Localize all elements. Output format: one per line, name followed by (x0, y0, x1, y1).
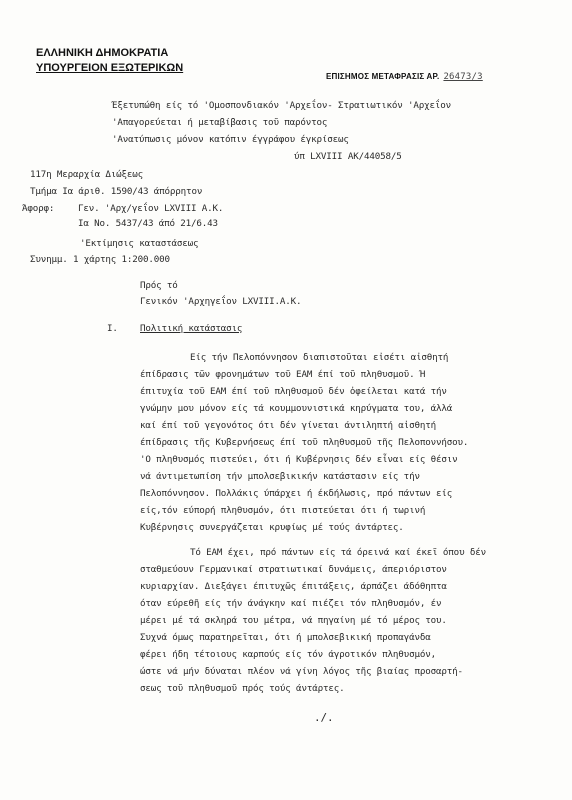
division-name: 117η Μεραρχία Διώξεως (30, 169, 144, 180)
subject-line: Γεν. 'Αρχ/γεΐον LXVIII Α.Κ. (78, 203, 224, 214)
body-line: ώστε νά μήν δύναται πλέον νά γίνη λόγος τῆς βιαίας προσαρτή- (140, 666, 463, 677)
archive-notice-line: 'Ανατύπωσις μόνον κατόπιν έγγράφου έγκρίσεως (112, 134, 349, 145)
archive-notice-line: Έξετυπώθη είς τό 'Ομοσπονδιακόν 'Αρχεΐον- Στρατιωτικόν 'Αρχεΐον (112, 100, 452, 111)
continuation-mark: ./. (314, 711, 334, 724)
body-line: νά άντιμετωπίση τήν μπολσεβικικήν κατάστασιν είς τήν (140, 471, 420, 482)
body-line: Είς τήν Πελοπόννησον διαπιστοῦται εἰσέτι αἰσθητή (190, 352, 449, 363)
body-line: έπίδρασις τῆς Κυβερνήσεως έπί τοῦ πληθυσμοῦ τῆς Πελοποννήσου. (140, 437, 469, 448)
recipient-name: Γενικόν 'Αρχηγεΐον LXVIII.Α.Κ. (140, 296, 302, 307)
body-line: σεως τοῦ πληθυσμοῦ πρός τούς άντάρτες. (140, 683, 345, 694)
body-line: Συχνά όμως παρατηρεῖται, ότι ή μπολσεβικική προπαγάνδα (140, 632, 431, 643)
attachment-line: Συνημμ. 1 χάρτης 1:200.000 (30, 254, 170, 265)
body-line: καί έπί τοῦ γεγονότος ότι δέν γίνεται άντιληπτή αἰσθητή (140, 420, 436, 431)
body-line: Τό ΕΑΜ έχει, πρό πάντων είς τά όρεινά καί έκεῖ όπου δέν (190, 547, 486, 558)
official-translation-label: ΕΠΙΣΗΜΟΣ ΜΕΤΑΦΡΑΣΙΣ ΑΡ. (326, 72, 440, 81)
archive-notice-line: 'Απαγορεύεται ή μεταβίβασις τοῦ παρόντος (112, 117, 328, 128)
body-line: είς,τόν εύπορή πληθυσμόν, ότι πιστεύεται ότι ή τωρινή (140, 505, 426, 516)
body-line: σταθμεύουν Γερμανικαί στρατιωτικαί δυνάμεις, άπεριόριστον (140, 564, 447, 575)
official-translation-stamp (326, 72, 483, 82)
body-line: Πελοπόννησον. Πολλάκις ύπάρχει ή έκδήλωσις, πρό πάντων είς (140, 488, 453, 499)
body-line: φέρει ήδη τέτοιους καρπούς είς τόν άγροτικόν πληθυσμόν, (140, 649, 436, 660)
body-line: Κυβέρνησις συνεργάζεται κρυφίως μέ τούς άντάρτες. (140, 522, 404, 533)
section-reference: Τμήμα Ια άριθ. 1590/43 άπόρρητον (30, 186, 203, 197)
subject-label: Άφορφ: (22, 203, 55, 214)
subject-title: 'Εκτίμησις καταστάσεως (80, 238, 199, 249)
letterhead-state: ΕΛΛΗΝΙΚΗ ΔΗΜΟΚΡΑΤΙΑ (36, 47, 169, 59)
section-number: Ι. (107, 323, 118, 334)
body-line: κυριαρχίαν. Διεξάγει έπιτυχῶς έπιτάξεις, άρπάζει άδόθηπτα (140, 581, 447, 592)
subject-line: Ια Νο. 5437/43 άπό 21/6.43 (78, 218, 218, 229)
body-line: έπιτυχία τοῦ ΕΑΜ έπί τοῦ πληθυσμοῦ δέν ὀφείλεται κατά τήν (140, 386, 447, 397)
body-line: έπίδρασις τῶν φρονημάτων τοῦ ΕΑΜ έπί τοῦ πληθυσμοῦ. Ή (140, 369, 426, 380)
recipient-to: Πρός τό (140, 280, 178, 291)
official-translation-number: 26473/3 (443, 72, 483, 82)
body-line: γνώμην μου μόνον είς τά κουμμουνιστικά κηρύγματα του, άλλά (140, 403, 453, 414)
body-line: 'Ο πληθυσμός πιστεύει, ότι ή Κυβέρνησις δέν εἶναι είς θέσιν (140, 454, 458, 465)
letterhead-ministry: ΥΠΟΥΡΓΕΙΟΝ ΕΞΩΤΕΡΙΚΩΝ (36, 62, 184, 74)
archive-reference: ύπ LXVIII AK/44058/5 (294, 151, 402, 162)
body-line: όταν εύρεθῆ είς τήν άνάγκην καί πιέζει τόν πληθυσμόν, έν (140, 598, 442, 609)
letterhead (36, 46, 183, 76)
section-title: Πολιτική κατάστασις (140, 323, 243, 334)
body-line: μέρει μέ τά σκληρά του μέτρα, νά πηγαίνη μέ τό μέρος του. (140, 615, 447, 626)
